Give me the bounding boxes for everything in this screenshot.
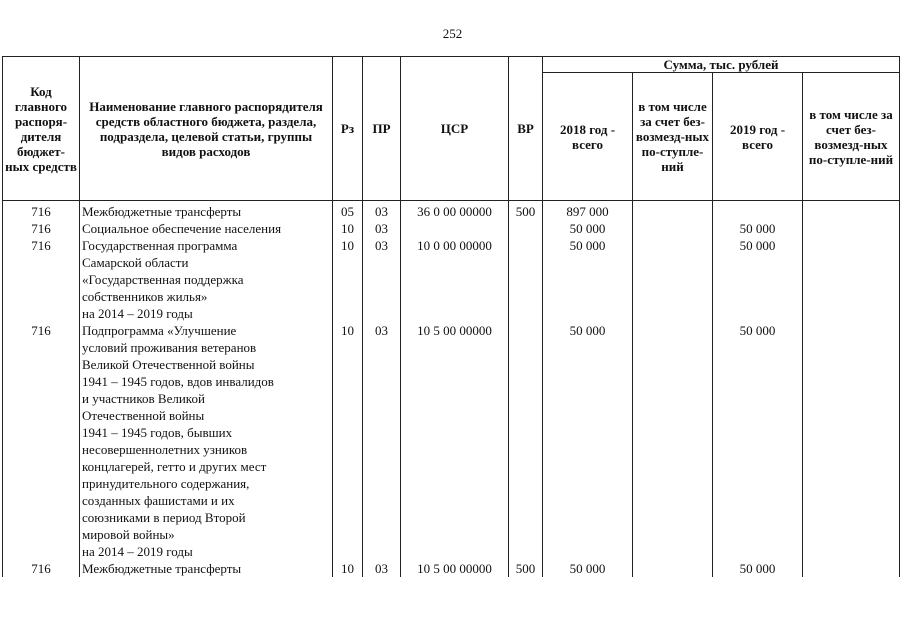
cell-2019-free [803, 201, 900, 221]
cell-name: Социальное обеспечение населения [80, 220, 333, 237]
table-row [3, 560, 900, 577]
header-2019-free: в том числе за счет без-возмезд-ных по-ступле-ний [803, 73, 900, 201]
header-2018-free: в том числе за счет без-возмезд-ных по-ступле-ний [633, 73, 713, 201]
cell-2018-total: 50 000 [543, 322, 633, 560]
table-row [3, 237, 900, 322]
cell-2018-free [633, 322, 713, 560]
cell-pr: 03 [363, 322, 401, 560]
cell-rz: 10 [333, 237, 363, 322]
cell-2018-total: 897 000 [543, 201, 633, 221]
cell-csr [401, 220, 509, 237]
cell-2019-free [803, 560, 900, 577]
cell-code: 716 [3, 237, 80, 322]
cell-name: Межбюджетные трансферты [80, 201, 333, 221]
header-name: Наименование главного распорядителя средств областного бюджета, раздела, подраздела, целевой статьи, группы видов расходов [80, 57, 333, 201]
cell-csr: 36 0 00 00000 [401, 201, 509, 221]
cell-rz: 10 [333, 322, 363, 560]
header-code: Код главного распоря-дителя бюджет-ных средств [3, 57, 80, 201]
cell-2019-total: 50 000 [713, 322, 803, 560]
cell-vr: 500 [509, 560, 543, 577]
header-csr: ЦСР [401, 57, 509, 201]
header-pr: ПР [363, 57, 401, 201]
cell-name: Государственная программа Самарской области «Государственная поддержка собственников жилья» на 2014 – 2019 годы [80, 237, 333, 322]
table-row [3, 322, 900, 560]
cell-csr: 10 5 00 00000 [401, 322, 509, 560]
header-2018-total: 2018 год - всего [543, 73, 633, 201]
header-sum-group: Сумма, тыс. рублей [543, 57, 900, 73]
cell-rz: 10 [333, 220, 363, 237]
cell-2018-total: 50 000 [543, 560, 633, 577]
cell-2018-free [633, 560, 713, 577]
cell-2019-total: 50 000 [713, 560, 803, 577]
cell-vr [509, 220, 543, 237]
table-row [3, 220, 900, 237]
cell-vr [509, 237, 543, 322]
header-2019-total: 2019 год - всего [713, 73, 803, 201]
cell-2019-free [803, 237, 900, 322]
cell-2018-total: 50 000 [543, 220, 633, 237]
cell-csr: 10 5 00 00000 [401, 560, 509, 577]
budget-table [2, 56, 900, 577]
cell-2019-total [713, 201, 803, 221]
cell-name: Подпрограмма «Улучшение условий проживания ветеранов Великой Отечественной войны 1941 – 1945 годов, вдов инвалидов и участников Великой Отечественной войны 1941 – 1945 годов, бывших несовершеннолетних узников концлагерей, гетто и других мест принудительного содержания, созданных фашистами и их союзниками в период Второй мировой войны» на 2014 – 2019 годы [80, 322, 333, 560]
cell-code: 716 [3, 201, 80, 221]
cell-code: 716 [3, 220, 80, 237]
cell-pr: 03 [363, 237, 401, 322]
cell-2018-free [633, 220, 713, 237]
header-rz: Рз [333, 57, 363, 201]
cell-code: 716 [3, 560, 80, 577]
cell-pr: 03 [363, 220, 401, 237]
cell-vr [509, 322, 543, 560]
table-row [3, 201, 900, 221]
cell-name: Межбюджетные трансферты [80, 560, 333, 577]
cell-pr: 03 [363, 560, 401, 577]
page-number: 252 [442, 26, 463, 41]
cell-2019-total: 50 000 [713, 237, 803, 322]
cell-rz: 10 [333, 560, 363, 577]
cell-code: 716 [3, 322, 80, 560]
cell-rz: 05 [333, 201, 363, 221]
cell-2019-free [803, 322, 900, 560]
cell-2019-total: 50 000 [713, 220, 803, 237]
cell-2019-free [803, 220, 900, 237]
cell-2018-free [633, 201, 713, 221]
cell-pr: 03 [363, 201, 401, 221]
cell-csr: 10 0 00 00000 [401, 237, 509, 322]
header-vr: ВР [509, 57, 543, 201]
cell-vr: 500 [509, 201, 543, 221]
cell-2018-total: 50 000 [543, 237, 633, 322]
cell-2018-free [633, 237, 713, 322]
